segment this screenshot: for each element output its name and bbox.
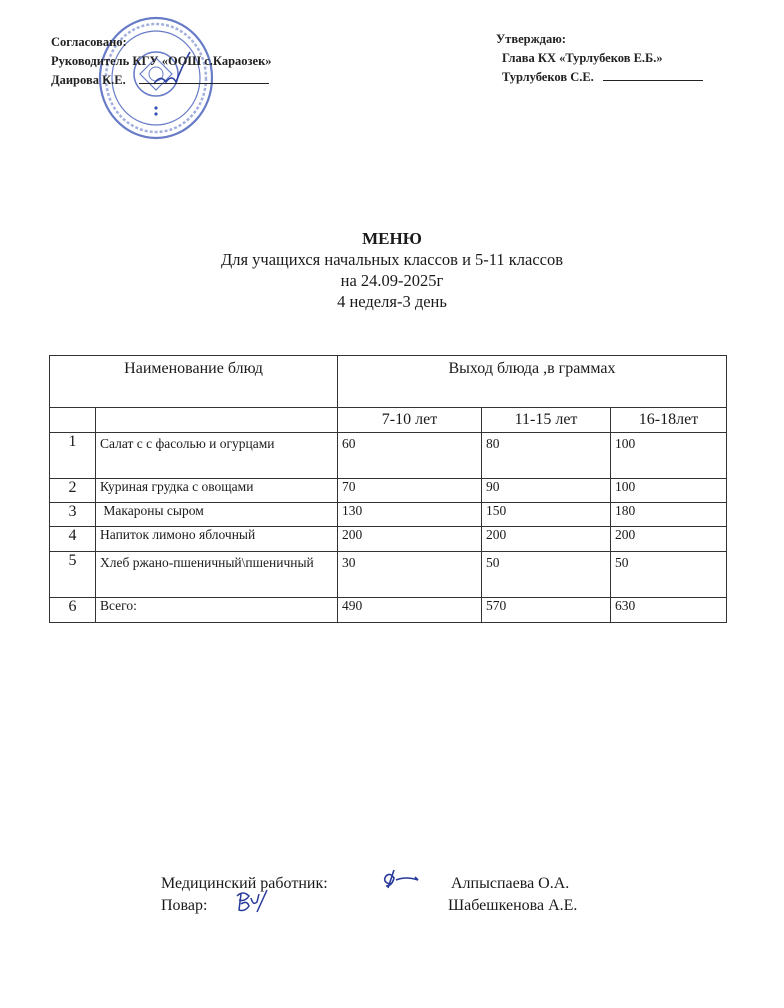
approval-right-position: Глава КХ «Турлубеков Е.Б.»: [502, 51, 663, 65]
medic-name: Алпыспаева О.А.: [451, 875, 570, 892]
yield-7-10: 60: [338, 433, 482, 479]
yield-11-15: 80: [482, 433, 611, 479]
table-row: [50, 479, 727, 503]
approval-left-signature-row: [51, 71, 272, 90]
approval-right-signature-row: [496, 68, 703, 87]
age-group-7-10: 7-10 лет: [338, 408, 482, 433]
approval-left-block: [51, 33, 272, 90]
cook-name: Шабешкенова А.Е.: [448, 897, 578, 914]
yield-7-10: 200: [338, 527, 482, 552]
signature-line: [603, 68, 703, 81]
yield-16-18: 630: [611, 598, 727, 623]
dish-name: Макароны сыром: [96, 503, 338, 527]
table-age-row: [50, 408, 727, 433]
dish-name: Хлеб ржано-пшеничный\пшеничный: [96, 552, 338, 598]
row-number: 6: [50, 598, 96, 623]
cook-signature-icon: [233, 888, 273, 914]
yield-16-18: 50: [611, 552, 727, 598]
dish-name: Всего:: [96, 598, 338, 623]
approval-left-position: Руководитель КГУ «ООШ с.Караозек»: [51, 54, 272, 68]
yield-11-15: 150: [482, 503, 611, 527]
age-group-16-18: 16-18лет: [611, 408, 727, 433]
document-week-day: 4 неделя-3 день: [337, 292, 447, 311]
medic-signature-icon: [378, 866, 422, 890]
empty-cell: [96, 408, 338, 433]
header-dish-name: Наименование блюд: [50, 356, 338, 408]
approval-right-label: Утверждаю:: [496, 32, 566, 46]
yield-16-18: 180: [611, 503, 727, 527]
dish-name: Напиток лимоно яблочный: [96, 527, 338, 552]
yield-7-10: 70: [338, 479, 482, 503]
table-row: [50, 527, 727, 552]
document-subtitle: Для учащихся начальных классов и 5-11 классов: [220, 250, 564, 269]
medic-label: Медицинский работник:: [161, 875, 328, 892]
dish-name: Салат с с фасолью и огурцами: [96, 433, 338, 479]
dish-name: Куриная грудка с овощами: [96, 479, 338, 503]
yield-11-15: 570: [482, 598, 611, 623]
table-row: [50, 552, 727, 598]
empty-cell: [50, 408, 96, 433]
approval-left-name: Даирова К.Е.: [51, 73, 126, 87]
row-number: 2: [50, 479, 96, 503]
header-yield: Выход блюда ,в граммах: [338, 356, 727, 408]
row-number: 1: [50, 433, 96, 479]
age-group-11-15: 11-15 лет: [482, 408, 611, 433]
yield-7-10: 30: [338, 552, 482, 598]
document-title: МЕНЮ: [362, 229, 422, 248]
row-number: 5: [50, 552, 96, 598]
yield-16-18: 200: [611, 527, 727, 552]
document-title-block: [0, 228, 784, 312]
cook-label: Повар:: [161, 897, 208, 914]
table-row-total: [50, 598, 727, 623]
yield-7-10: 130: [338, 503, 482, 527]
yield-11-15: 90: [482, 479, 611, 503]
approval-right-block: [496, 30, 703, 87]
menu-table: [49, 355, 727, 623]
yield-11-15: 50: [482, 552, 611, 598]
row-number: 3: [50, 503, 96, 527]
yield-16-18: 100: [611, 479, 727, 503]
signature-line: [139, 71, 269, 84]
approval-left-label: Согласовано:: [51, 35, 127, 49]
table-header-row: [50, 356, 727, 408]
approval-right-name: Турлубеков С.Е.: [502, 70, 594, 84]
table-row: [50, 503, 727, 527]
document-date: на 24.09-2025г: [340, 271, 444, 290]
table-row: [50, 433, 727, 479]
yield-7-10: 490: [338, 598, 482, 623]
row-number: 4: [50, 527, 96, 552]
yield-11-15: 200: [482, 527, 611, 552]
yield-16-18: 100: [611, 433, 727, 479]
